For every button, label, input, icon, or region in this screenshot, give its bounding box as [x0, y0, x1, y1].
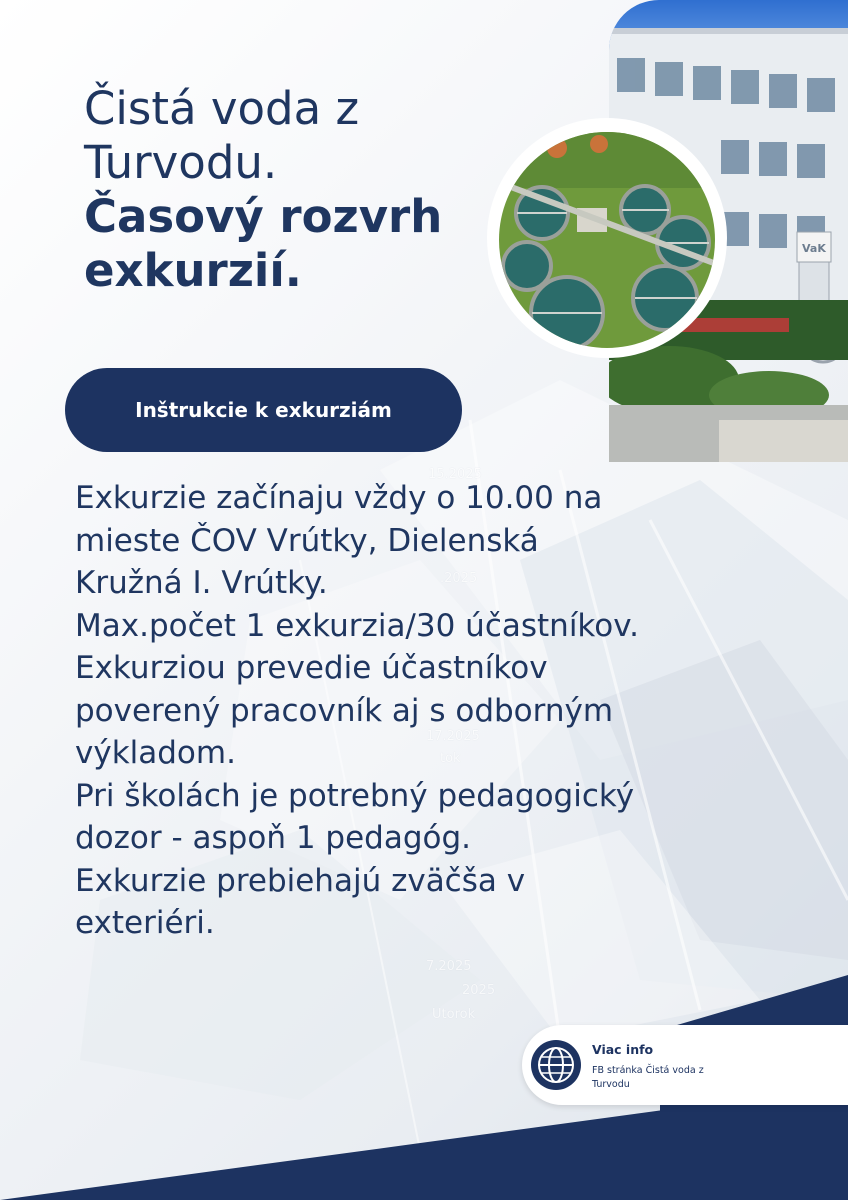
ghost-date: 17.2025 — [426, 729, 480, 744]
info-title: Viac info — [592, 1042, 654, 1057]
info-description: FB stránka Čistá voda z Turvodu — [592, 1065, 704, 1090]
ghost-day: tok — [440, 751, 461, 766]
text-line: Exkurzie prebiehajú zväčša v — [75, 862, 526, 899]
text-line: exteriéri. — [75, 905, 215, 941]
text-line: Exkurzie začínaju vždy o 10.00 na — [75, 480, 603, 516]
ghost-date: .2025 — [440, 571, 478, 586]
ghost-date: 7.2025 — [426, 959, 472, 974]
ghost-date: 2025 — [462, 983, 496, 998]
text-line: Exkurziou prevedie účastníkov — [75, 650, 548, 686]
info-card[interactable] — [522, 1025, 848, 1105]
text-line: výkladom. — [75, 735, 236, 771]
text-line: Pri školách je potrebný pedagogický — [75, 777, 635, 814]
text-line: Max.počet 1 exkurzia/30 účastníkov. — [75, 607, 640, 644]
text-line: mieste ČOV Vrútky, Dielenská — [75, 522, 539, 559]
globe-icon — [530, 1039, 582, 1091]
ghost-day: Utorok — [432, 1007, 476, 1022]
text-line: dozor - aspoň 1 pedagóg. — [75, 820, 471, 856]
building-sign-text: VaK — [802, 242, 826, 255]
text-line: poverený pracovník aj s odborným — [75, 692, 614, 729]
title-line-1: Čistá voda z Turvodu. — [84, 82, 360, 189]
ghost-date: 15.2025 — [428, 467, 482, 482]
title-line-2: Časový rozvrh exkurzií. — [84, 190, 443, 297]
text-line: Kružná I. Vrútky. — [75, 565, 328, 601]
instructions-button[interactable]: Inštrukcie k exkurziám — [65, 368, 462, 452]
